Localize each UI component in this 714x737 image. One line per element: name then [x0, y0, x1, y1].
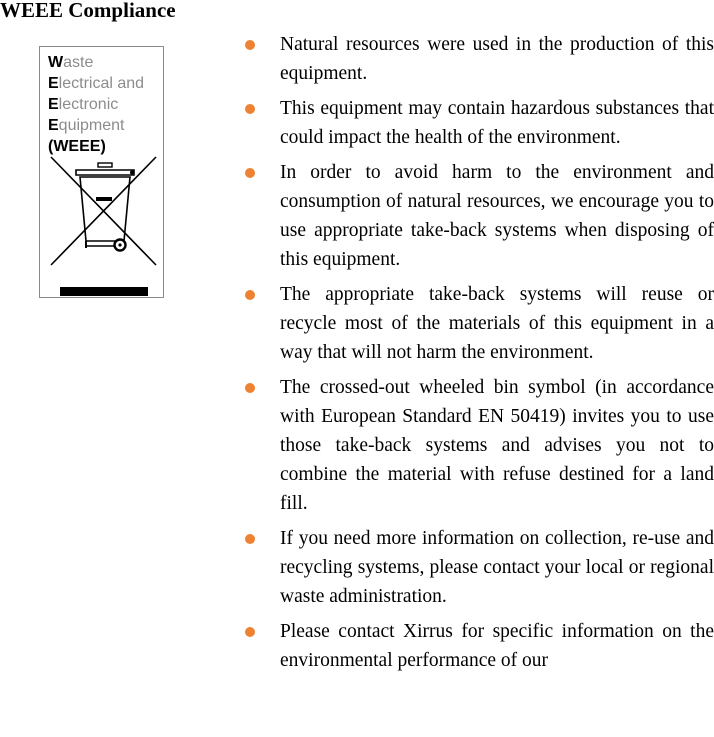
weee-underline-bar	[60, 287, 148, 296]
list-item	[244, 30, 714, 88]
list-item	[244, 94, 714, 152]
weee-logo-line: Electronic	[48, 96, 119, 113]
crossed-out-wheeled-bin-icon	[46, 153, 160, 269]
weee-logo-line: Electrical and	[48, 75, 145, 92]
list-item-text: In order to avoid harm to the environment and consumption of natural resources, we encourage you to use appropriate take-back systems when disposing of this equipment.	[280, 162, 714, 270]
bullet-dot-icon	[245, 627, 255, 637]
weee-logo	[39, 46, 164, 298]
list-item	[244, 524, 714, 611]
weee-logo-line: Equipment	[48, 117, 125, 134]
weee-logo-text	[48, 52, 144, 157]
weee-logo-line: Waste	[48, 54, 94, 71]
list-item-text: If you need more information on collection, re-use and recycling systems, please contact your local or regional waste administration.	[280, 528, 714, 607]
list-item-text: The crossed-out wheeled bin symbol (in accordance with European Standard EN 50419) invites you to use those take-back systems and advises you not to combine the material with refuse destined for a land fill.	[280, 377, 714, 514]
bullet-dot-icon	[245, 168, 255, 178]
bullet-dot-icon	[245, 290, 255, 300]
weee-bullet-list	[244, 30, 714, 681]
list-item	[244, 280, 714, 367]
list-item	[244, 373, 714, 518]
list-item-text: The appropriate take-back systems will reuse or recycle most of the materials of this equipment in a way that will not harm the environment.	[280, 284, 714, 363]
weee-acronym: (WEEE)	[48, 138, 106, 155]
bullet-dot-icon	[245, 104, 255, 114]
bullet-dot-icon	[245, 534, 255, 544]
bullet-dot-icon	[245, 40, 255, 50]
list-item-text: Please contact Xirrus for specific information on the environmental performance of our	[280, 621, 714, 671]
list-item	[244, 158, 714, 274]
list-item-text: This equipment may contain hazardous substances that could impact the health of the environment.	[280, 98, 714, 148]
list-item-text: Natural resources were used in the production of this equipment.	[280, 34, 714, 84]
list-item	[244, 617, 714, 675]
page-heading: WEEE Compliance	[0, 0, 176, 22]
bullet-dot-icon	[245, 383, 255, 393]
